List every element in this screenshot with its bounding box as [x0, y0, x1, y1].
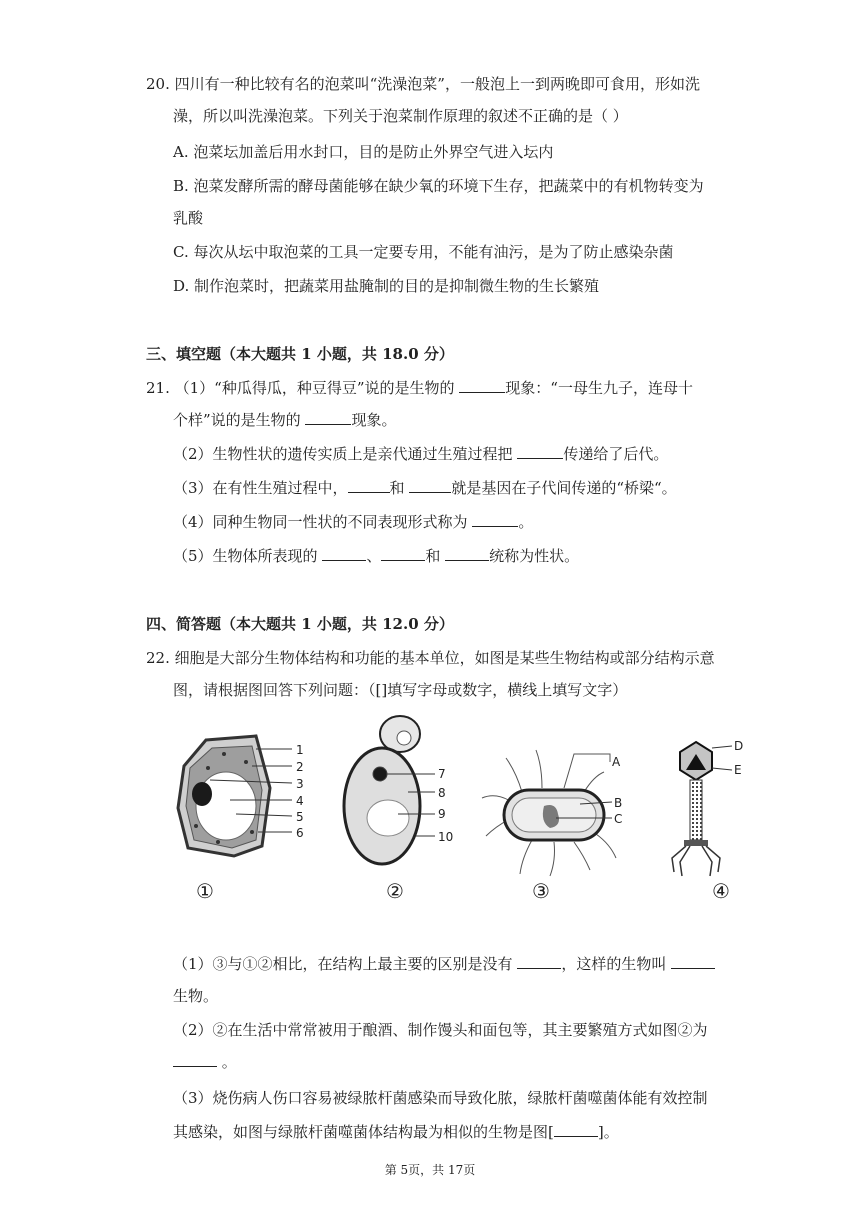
q21-part3-text-b: 和 — [389, 479, 410, 497]
cell1-label-2: 2 — [296, 760, 304, 774]
answer-blank[interactable] — [322, 546, 366, 561]
answer-blank[interactable] — [554, 1122, 598, 1137]
figure-caption-4: ④ — [712, 879, 730, 903]
q20-stem-line2: 澡，所以叫洗澡泡菜。下列关于泡菜制作原理的叙述不正确的是（ ） — [173, 107, 628, 125]
q21-part1-text-a: 21. （1）“种瓜得瓜，种豆得豆”说的是生物的 — [146, 379, 460, 397]
answer-blank[interactable] — [348, 478, 390, 493]
figure-caption-2: ② — [386, 879, 404, 903]
cell1-label-6: 6 — [296, 826, 304, 840]
q22-stem-line2: 图，请根据图回答下列问题：（[]填写字母或数字，横线上填写文字） — [173, 681, 628, 699]
q22-stem-line1: 22. 细胞是大部分生物体结构和功能的基本单位，如图是某些生物结构或部分结构示意 — [146, 649, 715, 667]
q21-part5-sep1: 、 — [366, 547, 382, 565]
yeast-cell-diagram — [344, 716, 435, 864]
q22-part3-text-a: 其感染，如图与绿脓杆菌噬菌体结构最为相似的生物是图[ — [173, 1123, 554, 1141]
cell3-label-C: C — [614, 812, 623, 826]
section3-heading: 三、填空题（本大题共 1 小题，共 18.0 分） — [146, 345, 454, 363]
answer-blank[interactable] — [459, 378, 505, 393]
cell2-label-10: 10 — [438, 830, 454, 844]
cell1-label-5: 5 — [296, 810, 304, 824]
q21-part2-text-a: （2）生物性状的遗传实质上是亲代通过生殖过程把 — [173, 445, 518, 463]
figure-caption-1: ① — [196, 879, 214, 903]
q21-part1-line1 — [146, 378, 693, 398]
q21-part2-text-b: 传递给了后代。 — [563, 445, 669, 463]
cell4-label-D: D — [734, 739, 744, 753]
q22-part1-text-a: （1）③与①②相比，在结构上最主要的区别是没有 — [173, 955, 518, 973]
q21-part1-line2 — [173, 410, 396, 430]
q20-option-b-line2: 乳酸 — [173, 209, 204, 227]
answer-blank[interactable] — [305, 410, 351, 425]
answer-blank[interactable] — [445, 546, 489, 561]
figure-drawing — [160, 706, 760, 912]
q21-part3-text-a: （3）在有性生殖过程中， — [173, 479, 348, 497]
q21-part1-text-b: 现象：“一母生九子，连母十 — [505, 379, 693, 397]
cell1-label-3: 3 — [296, 777, 304, 791]
cell1-label-1: 1 — [296, 743, 304, 757]
cell2-label-8: 8 — [438, 786, 446, 800]
q20-option-b-line1: B. 泡菜发酵所需的酵母菌能够在缺少氧的环境下生存，把蔬菜中的有机物转变为 — [173, 177, 704, 195]
answer-blank[interactable] — [517, 954, 561, 969]
q22-part1-text-b: ，这样的生物叫 — [561, 955, 672, 973]
q21-part1-text-c: 个样”说的是生物的 — [173, 411, 306, 429]
section4-heading: 四、简答题（本大题共 1 小题，共 12.0 分） — [146, 615, 454, 633]
q21-part5-text-b: 统称为性状。 — [489, 547, 580, 565]
q21-part5-text-a: （5）生物体所表现的 — [173, 547, 323, 565]
q21-part4-text-a: （4）同种生物同一性状的不同表现形式称为 — [173, 513, 473, 531]
cell2-label-9: 9 — [438, 807, 446, 821]
answer-blank[interactable] — [173, 1052, 217, 1067]
answer-blank[interactable] — [409, 478, 451, 493]
page-footer: 第 5页，共 17页 — [384, 1163, 476, 1177]
q21-part3 — [173, 478, 677, 498]
q20-option-c: C. 每次从坛中取泡菜的工具一定要专用，不能有油污，是为了防止感染杂菌 — [173, 243, 674, 261]
q20-stem-line1: 20. 四川有一种比较有名的泡菜叫“洗澡泡菜”，一般泡上一到两晚即可食用，形如洗 — [146, 75, 700, 93]
q22-part3-line2 — [173, 1122, 619, 1142]
q22-part3-line1: （3）烧伤病人伤口容易被绿脓杆菌感染而导致化脓，绿脓杆菌噬菌体能有效控制 — [173, 1089, 708, 1107]
q20-option-d: D. 制作泡菜时，把蔬菜用盐腌制的目的是抑制微生物的生长繁殖 — [173, 277, 600, 295]
q21-part4 — [173, 512, 533, 532]
q22-part2-text-b: 。 — [217, 1053, 237, 1071]
answer-blank[interactable] — [671, 954, 715, 969]
q22-part3-text-b: ]。 — [597, 1123, 619, 1141]
q20-option-a: A. 泡菜坛加盖后用水封口，目的是防止外界空气进入坛内 — [173, 143, 554, 161]
cell3-label-B: B — [614, 796, 623, 810]
answer-blank[interactable] — [381, 546, 425, 561]
q21-part5-sep2: 和 — [425, 547, 446, 565]
figure-caption-3: ③ — [532, 879, 550, 903]
q21-part3-text-c: 就是基因在子代间传递的“桥梁“。 — [451, 479, 677, 497]
q21-part2 — [173, 444, 668, 464]
cell1-label-4: 4 — [296, 794, 304, 808]
cell2-label-7: 7 — [438, 767, 446, 781]
q22-part2-line1: （2）②在生活中常常被用于酿酒、制作馒头和面包等，其主要繁殖方式如图②为 — [173, 1021, 708, 1039]
cell3-label-A: A — [612, 755, 621, 769]
cell-structure-figure — [160, 706, 760, 912]
answer-blank[interactable] — [517, 444, 563, 459]
bacteriophage-diagram — [672, 742, 732, 876]
q22-part1-line1 — [173, 954, 715, 974]
cell4-label-E: E — [734, 763, 742, 777]
answer-blank[interactable] — [472, 512, 518, 527]
plant-cell-diagram — [178, 736, 292, 856]
q21-part1-text-d: 现象。 — [351, 411, 397, 429]
q21-part5 — [173, 546, 579, 566]
q22-part1-line2: 生物。 — [173, 987, 219, 1005]
bacterium-diagram — [482, 750, 616, 876]
q21-part4-text-b: 。 — [518, 513, 534, 531]
q22-part2-line2 — [173, 1052, 237, 1072]
